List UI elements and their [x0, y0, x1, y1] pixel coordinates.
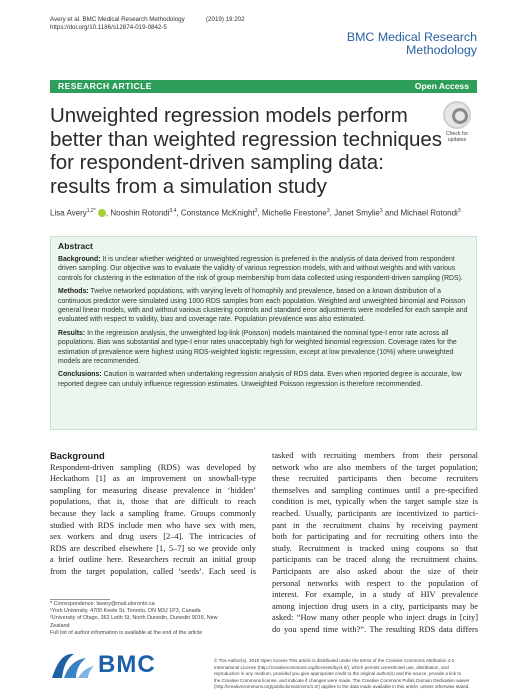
license-text [214, 658, 482, 691]
author-affiliation: 3 [326, 208, 330, 214]
body-line: pant in the recruitment chains by receiving payment [272, 520, 478, 530]
journal-name-line2: Methodology [406, 43, 477, 58]
abstract-section-text: Twelve networked populations, with varying levels of homophily and prevalence, based on a known distribution of a continuous predictor were simulated using 1000 RDS samples from each population. Weighted and unweighted binomial and Poisson general linear models, with and without various clustering controls and standard error adjustments were modelled for each sample and evaluated with respect to validity, bias and coverage rate. Population prevalence was also estimated. [58, 288, 468, 324]
section-heading: Background [50, 450, 105, 461]
author-name[interactable]: , Janet Smylie [329, 208, 380, 218]
orcid-icon[interactable] [98, 209, 106, 217]
author-affiliation: 3 [379, 208, 383, 214]
author-name[interactable]: , Nooshin Rotondi [105, 208, 170, 218]
title-line: Unweighted regression models perform [50, 104, 408, 127]
body-line: RDS are described elsewhere [1, 5–7] so we provide only [50, 543, 256, 553]
body-line: sampling for measuring disease prevalence in ‘hidden’ [50, 485, 256, 495]
body-line: from the target population, called ‘seeds’. Each seed is [50, 566, 256, 576]
body-column-left [50, 450, 256, 578]
body-line: themselves and sampling continues until a pre-specified [272, 485, 478, 495]
body-line: Respondent-driven sampling (RDS) was developed by [50, 462, 256, 472]
abstract-heading: Abstract [58, 241, 93, 251]
body-line: tasked with recruiting members from their personal [272, 451, 478, 460]
body-line: condition is met, typically when the target sample size is [272, 497, 478, 507]
body-line: because they lack a sampling frame. Groups commonly [50, 508, 256, 518]
body-line: populations, that is, those that are difficult to reach [50, 497, 256, 507]
abstract-section-label: Background: [58, 256, 101, 263]
abstract-section-text: Caution is warranted when undertaking regression analysis of RDS data. Even when reported degree is accurate, low reported degree can unduly influence regression estimates. Unweighted Poisson regression is therefore recommended. [58, 371, 462, 388]
body-line: do you spend time with?”. The resulting RDS data differs [272, 624, 478, 634]
license-line: © The Author(s). 2019 Open Access This article is distributed under the terms of the Creative Commons Attribution 4.0 [214, 658, 455, 663]
body-line: sex workers and drug users [2–4]. The intricacies of [50, 532, 256, 542]
body-line: Heckathorn [1] as an improvement on snowball-type [50, 474, 256, 484]
author-info-note: Full list of author information is available at the end of the article [50, 629, 203, 636]
abstract-box [50, 236, 477, 430]
journal-name-line1: BMC Medical Research [346, 30, 477, 44]
abstract-section-text: It is unclear whether weighted or unweighted regression is preferred in the analysis of data derived from respondent driven sampling. Our objective was to evaluate the validity of various regression models, with and without weights and with various controls for clustering in the estimation of the risk of group membership from data collected using respondent-driven sampling (RDS). [58, 256, 463, 282]
body-line: Participants are also asked about the size of their [272, 566, 478, 576]
author-affiliation: 3 [254, 208, 258, 214]
check-updates-line2: updates [447, 137, 467, 143]
abstract-section-label: Methods: [58, 288, 89, 296]
author-affiliation: 3 [457, 208, 461, 214]
author-name[interactable]: Lisa Avery [50, 208, 87, 218]
citation-header [50, 16, 185, 33]
citation-authors: Avery et al. BMC Medical Research Methodology [50, 16, 185, 23]
body-column-right [272, 450, 478, 636]
author-name[interactable]: and Michael Rotondi [382, 208, 458, 218]
doi-link[interactable]: https://doi.org/10.1186/s12874-019-0842-5 [50, 24, 167, 32]
footnote-divider [50, 599, 110, 600]
affiliation-footnote: ²University of Otago, 362 Leith St, North Dunedin, Dunedin 9016, New [50, 615, 218, 622]
abstract-background [58, 255, 469, 283]
title-line: results from a simulation study [50, 174, 327, 198]
body-line: network who are also members of the target population; [272, 462, 478, 472]
open-access-label: Open Access [414, 81, 469, 91]
affiliation-footnote: ¹York University, 4700 Keele St, Toronto, ON M3J 1P3, Canada [50, 608, 201, 615]
check-for-updates-label [440, 131, 474, 143]
license-line[interactable]: International License (http://creativecommons.org/licenses/by/4.0/), which permits unrestricted use, distribution, and [214, 664, 449, 670]
author-affiliation: 1,2* [86, 208, 96, 214]
correspondence-email[interactable]: * Correspondence: lavery@mail.utoronto.ca [50, 601, 155, 607]
body-line: asked: “How many other people who inject drugs in [city] [272, 613, 478, 623]
abstract-methods [58, 287, 469, 325]
title-line: better than weighted regression techniques [50, 127, 443, 151]
article-type-band [50, 80, 477, 93]
author-name[interactable]: , Michelle Firestone [257, 208, 327, 218]
body-line: studied with RDS include men who have sex with men, [50, 520, 256, 530]
body-line: personal networks with respect to the population of [272, 578, 478, 588]
footnotes [50, 601, 256, 637]
abstract-conclusions [58, 370, 469, 389]
affiliation-footnote: Zealand [50, 622, 70, 629]
author-list [50, 208, 490, 218]
author-affiliation: 3,4 [169, 208, 177, 214]
license-line: reproduction in any medium, provided you give appropriate credit to the original author(s) and the source, provide a link to [214, 671, 462, 677]
body-line: both for participating and for recruiting others into the [272, 532, 478, 542]
body-line: a brief outline here. Researchers recruit an initial group [50, 555, 256, 565]
title-line: for respondent-driven sampling data: [50, 151, 384, 174]
abstract-section-label: Conclusions: [58, 371, 102, 379]
body-line: these recruited participants then become recruiters [272, 474, 478, 484]
body-line: among injection drug users in a city, participants may be [272, 601, 478, 611]
year-volume: (2019) 19:202 [206, 16, 245, 23]
article-title [50, 104, 443, 198]
check-for-updates-button[interactable] [440, 101, 474, 143]
check-for-updates-icon [443, 101, 471, 129]
license-line[interactable]: (http://creativecommons.org/publicdomain/zero/1.0/) applies to the data made available in this article, unless otherwise stated. [214, 684, 470, 690]
body-line: interest. For example, in a study of HIV prevalence [272, 590, 478, 600]
author-name[interactable]: , Constance McKnight [176, 208, 255, 218]
body-line: study. Recruitment is tracked using coupons so that [272, 543, 478, 553]
bmc-logo-text: BMC [98, 651, 156, 678]
abstract-section-label: Results: [58, 329, 86, 337]
abstract-results [58, 329, 469, 367]
body-line: reached. Usually, participants are incentivized to partici- [272, 508, 478, 518]
article-type-label: RESEARCH ARTICLE [58, 81, 152, 91]
check-updates-line1: Check for [445, 131, 469, 137]
abstract-section-text: In the regression analysis, the unweighted log-link (Poisson) models maintained the nominal type-I error rate across all populations. Bias was substantial and type-I error rates unacceptably high for weighted binomial regression. Coverage rates for the estimation of prevalence were highest using RDS-weighted logistic regression, except at low prevalence (10%) where unweighted models are recommended. [58, 329, 457, 366]
journal-name [347, 31, 477, 58]
license-line: the Creative Commons license, and indicate if changes were made. The Creative Commons Public Domain Dedication waiver [214, 677, 470, 683]
body-line: participants can be traced along the recruitment chains. [272, 555, 478, 565]
